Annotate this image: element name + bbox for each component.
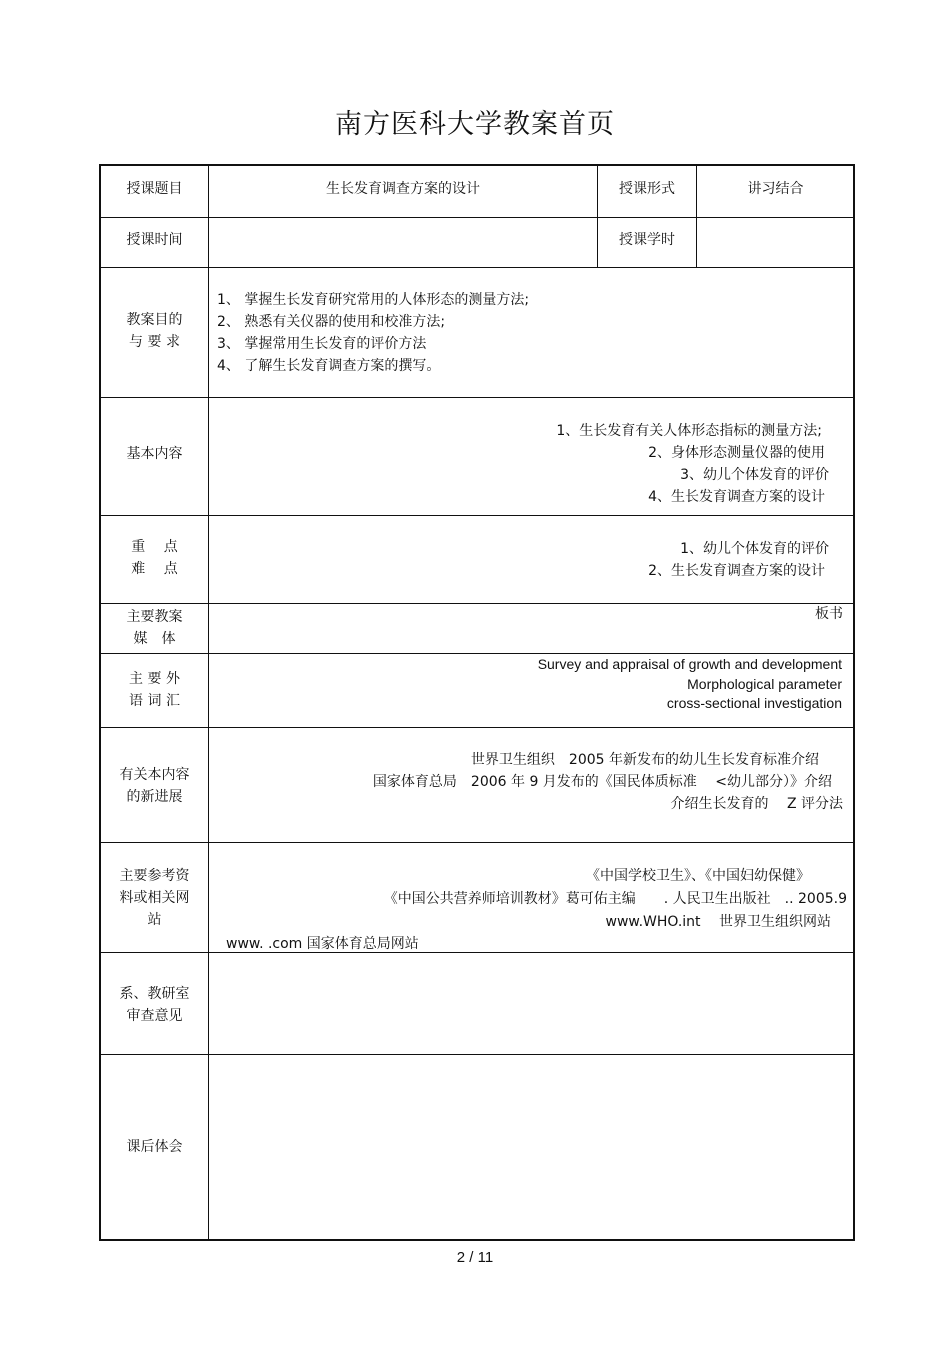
topic-value: 生长发育调查方案的设计 — [326, 181, 480, 197]
format-label: 授课形式 — [619, 181, 675, 197]
format-value: 讲习结合 — [747, 181, 804, 197]
vocab-item: cross-sectional investigation — [666, 695, 842, 711]
keypoint-item: 2、生长发育调查方案的设计 — [648, 563, 825, 579]
content-item: 1、生长发育有关人体形态指标的测量方法; — [556, 423, 822, 439]
row-divider — [100, 727, 854, 728]
row-divider — [100, 952, 854, 953]
keypoints-label: 重 点 难 点 — [131, 539, 178, 577]
review-label: 系、教研室 审查意见 — [119, 986, 190, 1024]
content-item: 3、幼儿个体发育的评价 — [680, 467, 829, 483]
page-title: 南方医科大学教案首页 — [335, 109, 615, 140]
vocab-item: Survey and appraisal of growth and development — [537, 656, 842, 672]
goal-item: 1、 掌握生长发育研究常用的人体形态的测量方法; — [217, 292, 530, 308]
row-divider — [100, 397, 854, 398]
hours-label: 授课学时 — [619, 232, 675, 248]
row-divider — [100, 267, 854, 268]
column-divider — [208, 165, 209, 1240]
refs-label: 主要参考资 料或相关网 站 — [119, 868, 190, 928]
afterclass-label: 课后体会 — [126, 1139, 183, 1155]
progress-item: 介绍生长发育的 Z 评分法 — [670, 796, 843, 812]
content-item: 2、身体形态测量仪器的使用 — [648, 445, 825, 461]
goal-item: 4、 了解生长发育调查方案的撰写。 — [217, 358, 441, 374]
media-value: 板书 — [815, 606, 843, 622]
ref-item: www.WHO.int 世界卫生组织网站 — [605, 914, 831, 930]
ref-item: 《中国学校卫生》、《中国妇幼保健》 — [586, 868, 810, 884]
content-label: 基本内容 — [126, 446, 183, 462]
goal-item: 2、 熟悉有关仪器的使用和校准方法; — [217, 314, 446, 330]
page-number: 2 / 11 — [456, 1249, 494, 1266]
vocab-item: Morphological parameter — [687, 676, 842, 692]
row-divider — [100, 842, 854, 843]
progress-item: 世界卫生组织 2005 年新发布的幼儿生长发育标准介绍 — [470, 752, 819, 768]
progress-item: 国家体育总局 2006 年 9 月发布的《国民体质标准 <幼儿部分）》介绍 — [372, 774, 832, 790]
goal-item: 3、 掌握常用生长发育的评价方法 — [217, 336, 427, 352]
goals-label: 教案目的 与 要 求 — [126, 312, 183, 350]
row-divider — [100, 515, 854, 516]
keypoint-item: 1、幼儿个体发育的评价 — [680, 541, 829, 557]
progress-label: 有关本内容 的新进展 — [119, 767, 190, 805]
row-divider — [100, 217, 854, 218]
time-label: 授课时间 — [126, 232, 183, 248]
media-label: 主要教案 媒 体 — [126, 609, 183, 647]
topic-label: 授课题目 — [126, 181, 183, 197]
row-divider — [100, 603, 854, 604]
content-item: 4、生长发育调查方案的设计 — [648, 489, 825, 505]
ref-item: 《中国公共营养师培训教材》葛可佑主编 . 人民卫生出版社 .. 2005.9 — [383, 891, 847, 907]
row-divider — [100, 1054, 854, 1055]
vocab-label: 主 要 外 语 词 汇 — [129, 671, 180, 709]
ref-item: www. .com 国家体育总局网站 — [226, 936, 419, 952]
